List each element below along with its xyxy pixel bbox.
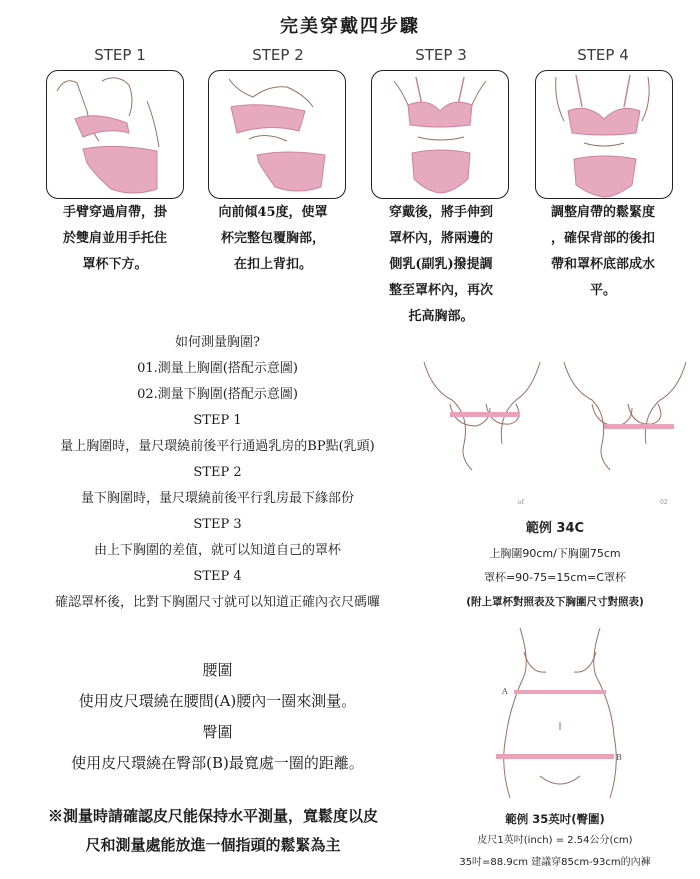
step-2-label: STEP 2: [252, 46, 304, 64]
waist-heading: 腰圍: [202, 661, 233, 679]
measure-heading: 如何測量胸圍?: [175, 335, 260, 350]
hip-heading: 臀圍: [202, 723, 233, 741]
measurement-note: ※測量時請確認皮尺能保持水平測量，寬鬆度以皮 尺和測量處能放進一個指頭的鬆緊為主: [47, 807, 378, 854]
step-4-label: STEP 4: [577, 46, 629, 64]
step-4-illustration: [535, 70, 673, 199]
figure-a-caption: of: [518, 499, 524, 506]
step-1-label: STEP 1: [94, 46, 146, 64]
bust-measure-instructions: 如何測量胸圍? 01.測量上胸圍(搭配示意圖) 02.測量下胸圍(搭配示意圖) STEP 1 量上胸圍時，量尺環繞前後平行通過乳房的BP點(乳頭) STEP 2 量下胸圍時，量尺環繞前後平行乳房最下緣部份 STEP 3 由上下胸圍的差值，就可以知道自己的罩杯 STEP 4 確認罩杯後，比對下胸圍尺寸就可以知道正確內衣尺碼囉: [20, 330, 415, 616]
label-b: B: [616, 753, 622, 762]
step-1-illustration: [46, 70, 184, 199]
label-a: A: [502, 687, 508, 696]
bust-diagram: [420, 360, 690, 510]
step-2-description: 向前傾45度，使罩 杯完整包覆胸部， 在扣上背扣。: [218, 205, 328, 272]
waist-hip-instructions: 腰圍 使用皮尺環繞在腰間(A)腰內一圈來測量。 臀圍 使用皮尺環繞在臀部(B)最寬處一圈的距離。: [20, 655, 415, 779]
hip-diagram: [490, 626, 630, 801]
step-2-illustration: [208, 70, 346, 199]
step-3-description: 穿戴後，將手伸到 罩杯內，將兩邊的 側乳(副乳)撥提調 整至罩杯內，再次 托高胸部。: [388, 205, 493, 324]
step-1-description: 手臂穿過肩帶，掛 於雙肩並用手托住 罩杯下方。: [62, 205, 167, 272]
bust-example: 範例 34C 上胸圍90cm/下胸圍75cm 罩杯=90-75=15cm=C罩杯 (附上罩杯對照表及下胸圍尺寸對照表): [466, 521, 644, 608]
step-3-illustration: [371, 70, 509, 199]
step-4-description: 調整肩帶的鬆緊度 ，確保背部的後扣 帶和罩杯底部成水 平。: [550, 205, 655, 298]
step-3-label: STEP 3: [415, 46, 467, 64]
figure-b-caption: 02: [660, 499, 668, 506]
page-title: 完美穿戴四步驟: [280, 16, 420, 37]
hip-example: 範例 35英吋(臀圍) 皮尺1英吋(inch) = 2.54公分(cm) 35吋=88.9cm 建議穿85cm-93cm的內褲: [459, 812, 651, 868]
